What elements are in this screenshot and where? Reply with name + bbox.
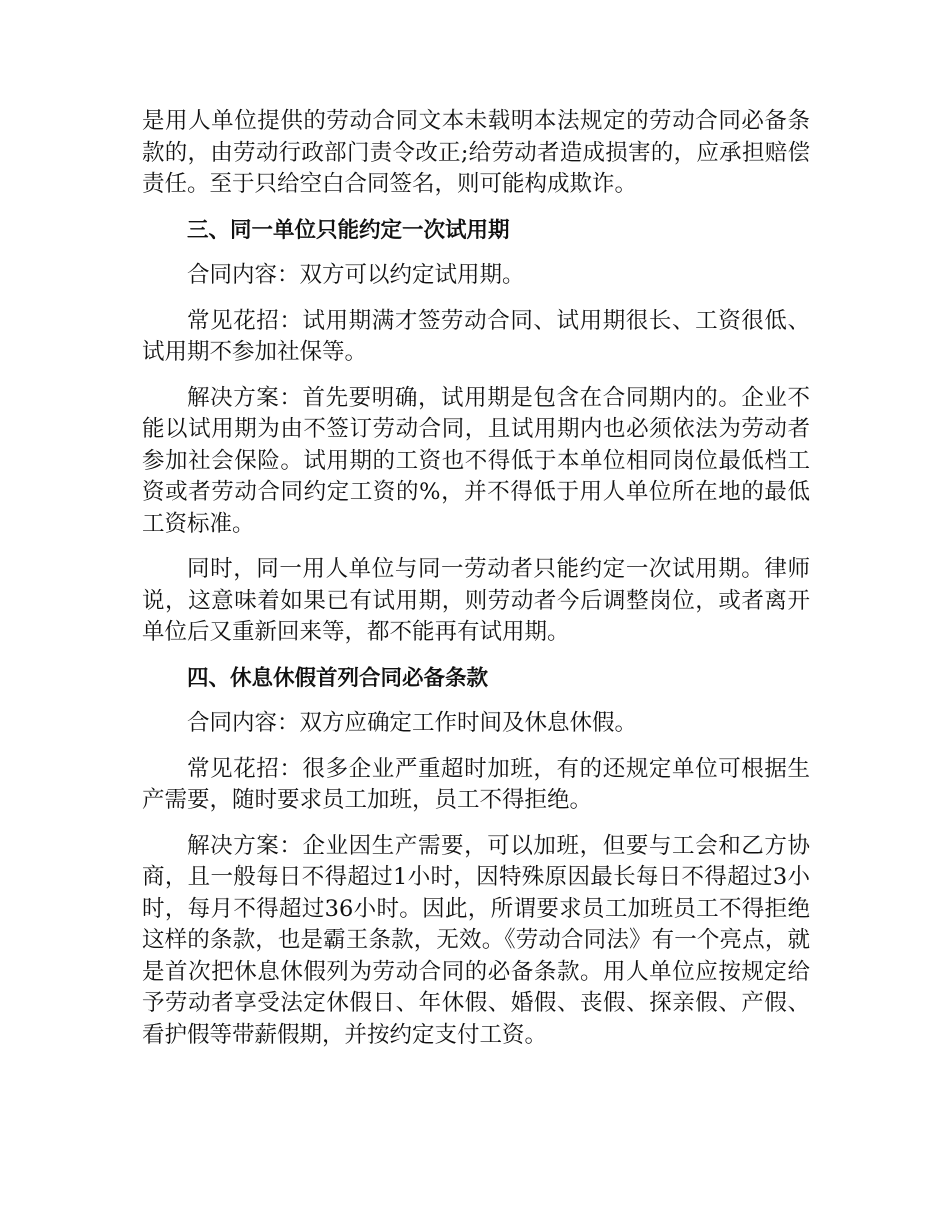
paragraph-continuation: 是用人单位提供的劳动合同文本未载明本法规定的劳动合同必备条款的，由劳动行政部门责令改正;给劳动者造成损害的，应承担赔偿责任。至于只给空白合同签名，则可能构成欺诈。 [142, 108, 810, 197]
paragraph-common-tricks-4: 常见花招：很多企业严重超时加班，有的还规定单位可根据生产需要，随时要求员工加班，员工不得拒绝。 [142, 755, 810, 813]
document-page [142, 106, 810, 1065]
section-heading-4: 四、休息休假首列合同必备条款 [187, 665, 489, 691]
paragraph-lawyer-note: 同时，同一用人单位与同一劳动者只能约定一次试用期。律师说，这意味着如果已有试用期，则劳动者今后调整岗位，或者离开单位后又重新回来等，都不能再有试用期。 [142, 556, 810, 645]
paragraph-common-tricks-3: 常见花招：试用期满才签劳动合同、试用期很长、工资很低、试用期不参加社保等。 [142, 307, 810, 365]
paragraph-solution-4: 解决方案：企业因生产需要，可以加班，但要与工会和乙方协商，且一般每日不得超过1小时，因特殊原因最长每日不得超过3小时，每月不得超过36小时。因此，所谓要求员工加班员工不得拒绝这样的条款，也是霸王条款，无效。《劳动合同法》有一个亮点，就是首次把休息休假列为劳动合同的必备条款。用人单位应按规定给予劳动者享受法定休假日、年休假、婚假、丧假、探亲假、产假、看护假等带薪假期，并按约定支付工资。 [142, 832, 810, 1048]
section-heading-3: 三、同一单位只能约定一次试用期 [187, 217, 510, 243]
paragraph-contract-content-3: 合同内容：双方可以约定试用期。 [187, 262, 525, 288]
paragraph-contract-content-4: 合同内容：双方应确定工作时间及休息休假。 [187, 710, 638, 736]
paragraph-solution-3: 解决方案：首先要明确，试用期是包含在合同期内的。企业不能以试用期为由不签订劳动合同，且试用期内也必须依法为劳动者参加社会保险。试用期的工资也不得低于本单位相同岗位最低档工资或者劳动合同约定工资的%，并不得低于用人单位所在地的最低工资标准。 [142, 384, 810, 537]
